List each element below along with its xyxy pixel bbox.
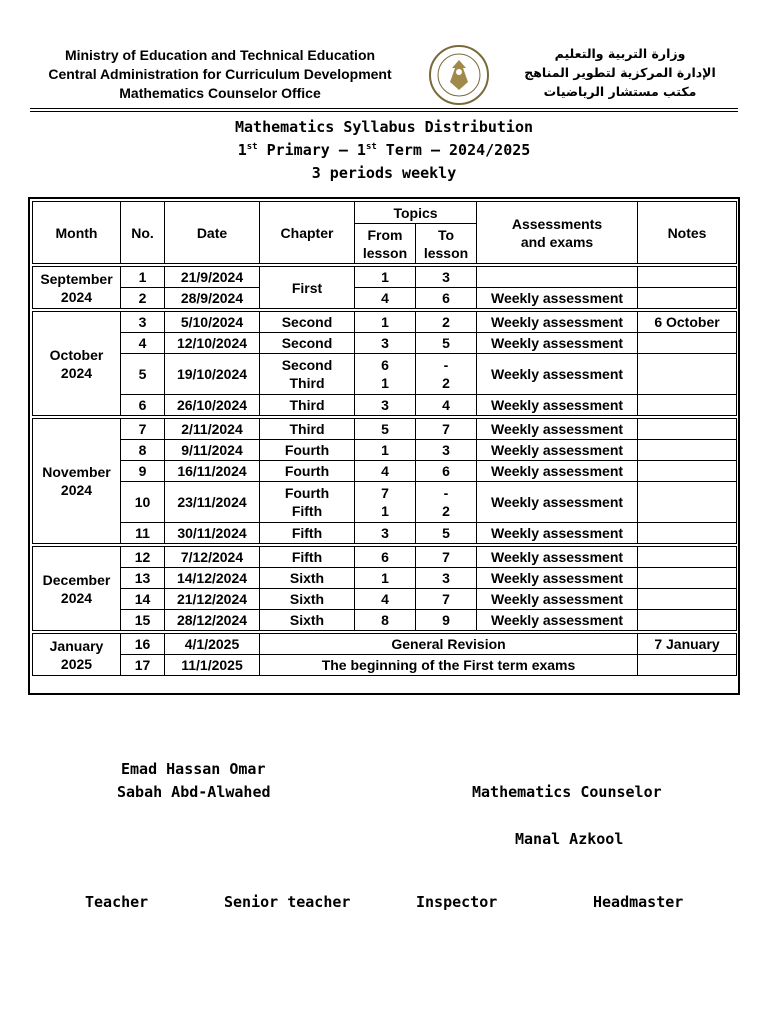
row-notes xyxy=(638,547,737,568)
row-chapter: Sixth xyxy=(260,589,355,610)
row-date: 19/10/2024 xyxy=(165,354,260,395)
header-row xyxy=(33,202,737,224)
row-notes xyxy=(638,354,737,395)
ministry-name: Ministry of Education and Technical Education xyxy=(64,47,376,63)
row-no: 17 xyxy=(121,655,165,676)
row-date: 26/10/2024 xyxy=(165,395,260,416)
month-year: 2024 xyxy=(60,589,93,606)
row-to xyxy=(416,354,477,395)
assess-line1: Assessments xyxy=(511,215,603,232)
row-date: 30/11/2024 xyxy=(165,523,260,544)
periods-line: 3 periods weekly xyxy=(311,164,457,182)
row-date: 9/11/2024 xyxy=(165,440,260,461)
header-english xyxy=(30,46,410,103)
row-assessment: Weekly assessment xyxy=(477,547,638,568)
month-name: October xyxy=(49,346,104,363)
month-name: November xyxy=(42,464,111,480)
row-no: 3 xyxy=(121,312,165,333)
row-date: 4/1/2025 xyxy=(165,634,260,655)
row-notes xyxy=(638,333,737,354)
row-assessment: Weekly assessment xyxy=(477,461,638,482)
month-name: September xyxy=(40,270,113,287)
row-notes xyxy=(638,610,737,631)
row-no: 6 xyxy=(121,395,165,416)
row-assessment: Weekly assessment xyxy=(477,312,638,333)
syllabus-table-frame xyxy=(28,197,740,695)
row-no: 2 xyxy=(121,288,165,309)
row-assessment xyxy=(477,267,638,288)
row-date: 12/10/2024 xyxy=(165,333,260,354)
row-to: 7 xyxy=(416,419,477,440)
term-rest: Term – 2024/2025 xyxy=(376,141,531,159)
col-assessments xyxy=(477,202,638,264)
document-title: Mathematics Syllabus Distribution xyxy=(234,118,533,136)
row-date: 23/11/2024 xyxy=(165,482,260,523)
to-line1: - xyxy=(443,357,449,373)
row-assessment: Weekly assessment xyxy=(477,589,638,610)
row-chapter: Fifth xyxy=(260,523,355,544)
row-from: 1 xyxy=(355,312,416,333)
col-topics: Topics xyxy=(355,202,477,224)
row-no: 11 xyxy=(121,523,165,544)
table-row xyxy=(33,312,737,333)
row-to: 7 xyxy=(416,589,477,610)
role-senior-teacher: Senior teacher xyxy=(224,893,351,911)
month-cell-november xyxy=(33,419,121,544)
row-chapter: Sixth xyxy=(260,568,355,589)
row-from: 8 xyxy=(355,610,416,631)
col-to-lesson xyxy=(416,224,477,264)
month-cell-january xyxy=(33,634,121,676)
row-chapter: Third xyxy=(260,419,355,440)
from-line1: From xyxy=(367,226,403,243)
row-from: 4 xyxy=(355,288,416,309)
row-from xyxy=(355,354,416,395)
row-no: 10 xyxy=(121,482,165,523)
ministry-seal-logo xyxy=(428,44,490,106)
chapter-line2: Third xyxy=(289,375,325,391)
row-assessment: Weekly assessment xyxy=(477,610,638,631)
table-row xyxy=(33,354,737,395)
row-date: 28/9/2024 xyxy=(165,288,260,309)
grade-suffix: st xyxy=(246,142,258,152)
grade-number: 1 xyxy=(237,141,247,159)
row-to: 2 xyxy=(416,312,477,333)
table-row xyxy=(33,523,737,544)
col-date: Date xyxy=(165,202,260,264)
row-from: 4 xyxy=(355,461,416,482)
row-notes xyxy=(638,440,737,461)
syllabus-table xyxy=(32,201,737,676)
month-year: 2024 xyxy=(60,364,93,381)
term-number: 1 xyxy=(356,141,366,159)
administration-name: Central Administration for Curriculum Development xyxy=(48,66,392,82)
row-to: 9 xyxy=(416,610,477,631)
row-no: 7 xyxy=(121,419,165,440)
row-date: 14/12/2024 xyxy=(165,568,260,589)
row-chapter: First xyxy=(260,267,355,309)
chapter-line2: Fifth xyxy=(291,503,323,519)
signer-name-1: Emad Hassan Omar xyxy=(121,760,266,778)
month-name: January xyxy=(49,637,104,654)
table-row xyxy=(33,589,737,610)
table-row xyxy=(33,568,737,589)
row-to: 3 xyxy=(416,440,477,461)
row-notes xyxy=(638,655,737,676)
row-notes xyxy=(638,395,737,416)
row-to: 5 xyxy=(416,523,477,544)
row-to: 7 xyxy=(416,547,477,568)
ministry-name-arabic: وزارة التربية والتعليم xyxy=(554,46,686,61)
from-line1: 6 xyxy=(381,357,389,373)
row-no: 14 xyxy=(121,589,165,610)
role-inspector: Inspector xyxy=(416,893,498,911)
month-cell-december xyxy=(33,547,121,631)
role-teacher: Teacher xyxy=(85,893,149,911)
row-from: 3 xyxy=(355,523,416,544)
row-date: 11/1/2025 xyxy=(165,655,260,676)
row-to: 3 xyxy=(416,568,477,589)
row-span-text: The beginning of the First term exams xyxy=(260,655,638,676)
row-from xyxy=(355,482,416,523)
row-assessment: Weekly assessment xyxy=(477,482,638,523)
row-from: 1 xyxy=(355,440,416,461)
row-to: 3 xyxy=(416,267,477,288)
table-row xyxy=(33,395,737,416)
row-date: 21/9/2024 xyxy=(165,267,260,288)
row-date: 5/10/2024 xyxy=(165,312,260,333)
col-month: Month xyxy=(33,202,121,264)
row-assessment: Weekly assessment xyxy=(477,354,638,395)
row-from: 5 xyxy=(355,419,416,440)
header-arabic xyxy=(500,44,740,101)
table-row xyxy=(33,419,737,440)
administration-name-arabic: الإدارة المركزية لتطوير المناهج xyxy=(524,65,716,80)
row-to: 5 xyxy=(416,333,477,354)
table-row xyxy=(33,482,737,523)
row-date: 2/11/2024 xyxy=(165,419,260,440)
from-line2: lesson xyxy=(362,244,408,261)
row-to: 4 xyxy=(416,395,477,416)
to-line2: lesson xyxy=(423,244,469,261)
row-assessment: Weekly assessment xyxy=(477,419,638,440)
row-from: 3 xyxy=(355,333,416,354)
col-no: No. xyxy=(121,202,165,264)
row-notes xyxy=(638,523,737,544)
assess-line2: and exams xyxy=(520,233,594,250)
row-from: 1 xyxy=(355,568,416,589)
row-no: 1 xyxy=(121,267,165,288)
to-line2: 2 xyxy=(442,375,450,391)
term-suffix: st xyxy=(365,142,377,152)
counselor-title: Mathematics Counselor xyxy=(472,783,662,801)
table-row xyxy=(33,440,737,461)
from-line2: 1 xyxy=(381,503,389,519)
row-assessment: Weekly assessment xyxy=(477,288,638,309)
row-chapter: Third xyxy=(260,395,355,416)
row-to: 6 xyxy=(416,461,477,482)
row-no: 15 xyxy=(121,610,165,631)
to-line1: To xyxy=(437,226,455,243)
row-notes xyxy=(638,568,737,589)
row-no: 5 xyxy=(121,354,165,395)
row-chapter xyxy=(260,482,355,523)
row-assessment: Weekly assessment xyxy=(477,395,638,416)
row-from: 1 xyxy=(355,267,416,288)
table-row xyxy=(33,461,737,482)
row-chapter: Fourth xyxy=(260,440,355,461)
row-notes: 6 October xyxy=(638,312,737,333)
col-from-lesson xyxy=(355,224,416,264)
from-line1: 7 xyxy=(381,485,389,501)
from-line2: 1 xyxy=(381,375,389,391)
row-notes xyxy=(638,461,737,482)
row-no: 4 xyxy=(121,333,165,354)
grade-word: Primary – xyxy=(257,141,357,159)
counselor-name: Manal Azkool xyxy=(515,830,624,848)
month-year: 2025 xyxy=(60,655,93,672)
row-to xyxy=(416,482,477,523)
row-notes xyxy=(638,589,737,610)
row-date: 16/11/2024 xyxy=(165,461,260,482)
month-year: 2024 xyxy=(60,482,93,498)
col-chapter: Chapter xyxy=(260,202,355,264)
row-assessment: Weekly assessment xyxy=(477,333,638,354)
table-row xyxy=(33,655,737,676)
row-notes xyxy=(638,288,737,309)
col-notes: Notes xyxy=(638,202,737,264)
row-no: 8 xyxy=(121,440,165,461)
row-from: 4 xyxy=(355,589,416,610)
month-cell-october xyxy=(33,312,121,416)
signer-name-2: Sabah Abd-Alwahed xyxy=(117,783,271,801)
row-notes xyxy=(638,419,737,440)
to-line2: 2 xyxy=(442,503,450,519)
row-no: 9 xyxy=(121,461,165,482)
row-notes xyxy=(638,482,737,523)
month-name: December xyxy=(42,571,111,588)
row-chapter: Fifth xyxy=(260,547,355,568)
row-chapter xyxy=(260,354,355,395)
row-assessment: Weekly assessment xyxy=(477,523,638,544)
row-notes xyxy=(638,267,737,288)
role-headmaster: Headmaster xyxy=(593,893,684,911)
table-row xyxy=(33,634,737,655)
row-notes: 7 January xyxy=(638,634,737,655)
row-no: 12 xyxy=(121,547,165,568)
row-no: 16 xyxy=(121,634,165,655)
row-span-text: General Revision xyxy=(260,634,638,655)
row-no: 13 xyxy=(121,568,165,589)
row-chapter: Second xyxy=(260,312,355,333)
header-divider xyxy=(30,108,738,112)
row-date: 7/12/2024 xyxy=(165,547,260,568)
row-to: 6 xyxy=(416,288,477,309)
table-row xyxy=(33,547,737,568)
row-from: 3 xyxy=(355,395,416,416)
row-date: 28/12/2024 xyxy=(165,610,260,631)
row-assessment: Weekly assessment xyxy=(477,440,638,461)
document-titles xyxy=(0,116,768,185)
to-line1: - xyxy=(443,485,449,501)
table-row xyxy=(33,333,737,354)
office-name: Mathematics Counselor Office xyxy=(119,85,321,101)
month-year: 2024 xyxy=(60,288,93,305)
table-row xyxy=(33,267,737,288)
row-from: 6 xyxy=(355,547,416,568)
grade-term-line xyxy=(0,139,768,162)
office-name-arabic: مكتب مستشار الرياضيات xyxy=(543,84,697,99)
table-row xyxy=(33,610,737,631)
row-chapter: Second xyxy=(260,333,355,354)
row-chapter: Sixth xyxy=(260,610,355,631)
row-chapter: Fourth xyxy=(260,461,355,482)
row-date: 21/12/2024 xyxy=(165,589,260,610)
row-assessment: Weekly assessment xyxy=(477,568,638,589)
month-cell-september xyxy=(33,267,121,309)
chapter-line1: Second xyxy=(281,357,333,373)
chapter-line1: Fourth xyxy=(284,485,330,501)
table-row xyxy=(33,288,737,309)
